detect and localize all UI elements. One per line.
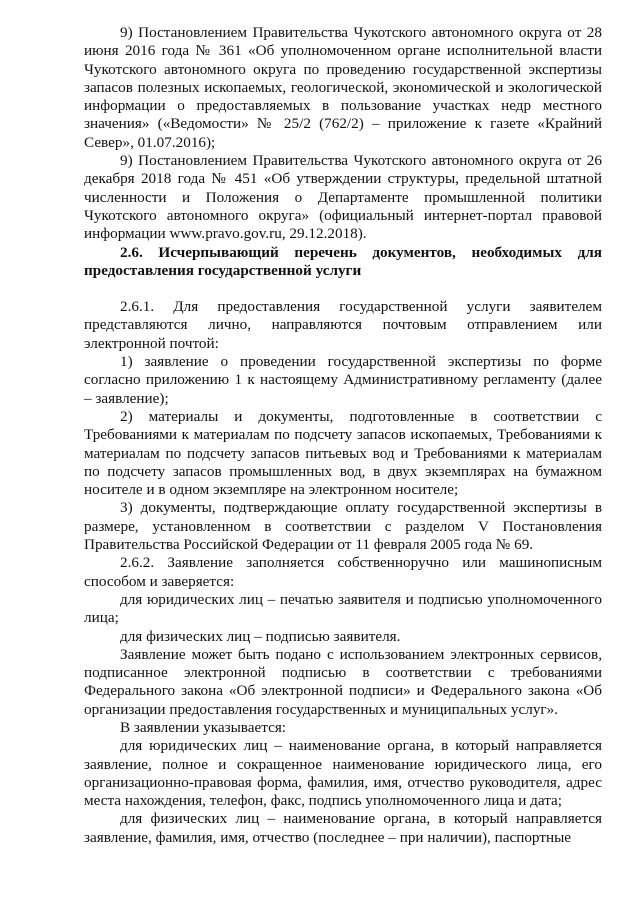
paragraph-2-6-2: 2.6.2. Заявление заполняется собственноручно или машинописным способом и заверяется: <box>84 554 602 590</box>
paragraph-electronic-submission: Заявление может быть подано с использованием электронных сервисов, подписанное электронной подписью в соответствии с требованиями Федерального закона «Об электронной подписи» и Федерального закона «Об организации предоставления государственных и муниципальных услуг». <box>84 645 602 718</box>
paragraph-2-6-1: 2.6.1. Для предоставления государственной услуги заявителем представляются лично, направляются почтовым отправлением или электронной почтой: <box>84 298 602 352</box>
list-item-payment: 3) документы, подтверждающие оплату государственной экспертизы в размере, установленном в соответствии с разделом V Постановления Правительства Российской Федерации от 11 февраля 2005 года № 69. <box>84 499 602 554</box>
paragraph-individuals-signature: для физических лиц – подписью заявителя. <box>120 627 401 645</box>
list-item-application: 1) заявление о проведении государственной экспертизы по форме согласно приложению 1 к настоящему Административному регламенту (далее – заявление); <box>84 353 602 407</box>
paragraph-individuals-details: для физических лиц – наименование органа, в который направляется заявление, фамилия, имя, отчество (последнее – при наличии), паспортные <box>84 810 602 846</box>
paragraph-legal-entities-details: для юридических лиц – наименование органа, в который направляется заявление, полное и сокращенное наименование юридического лица, его организационно-правовая форма, фамилия, имя, отчество руководителя, адрес места нахождения, телефон, факс, подпись уполномоченного лица и дата; <box>84 737 602 810</box>
paragraph-legal-entities-seal: для юридических лиц – печатью заявителя и подписью уполномоченного лица; <box>84 590 602 627</box>
section-heading-2-6: 2.6. Исчерпывающий перечень документов, необходимых для предоставления государственной услуги <box>84 243 602 279</box>
list-item-materials: 2) материалы и документы, подготовленные в соответствии с Требованиями к материалам по подсчету запасов ископаемых, Требованиями к материалам по подсчету запасов питьевых вод и Требованиями к материалам по подсчету запасов промышленных вод, в двух экземплярах на бумажном носителе и в одном экземпляре на электронном носителе; <box>84 407 602 499</box>
paragraph-resolution-361: 9) Постановлением Правительства Чукотского автономного округа от 28 июня 2016 года № 361 «Об уполномоченном органе исполнительной власти Чукотского автономного округа по проведению государственной экспертизы запасов полезных ископаемых, геологической, экономической и экологической информации о предоставляемых в пользование участках недр местного значения» («Ведомости» № 25/2 (762/2) – приложение к газете «Крайний Север», 01.07.2016); <box>84 24 602 151</box>
paragraph-application-contents: В заявлении указывается: <box>120 718 287 736</box>
paragraph-resolution-451: 9) Постановлением Правительства Чукотского автономного округа от 26 декабря 2018 года № 451 «Об утверждении структуры, предельной штатной численности и Положения о Департаменте промышленной политики Чукотского автономного округа» (официальный интернет-портал правовой информации www.pravo.gov.ru, 29.12.2018). <box>84 152 602 243</box>
